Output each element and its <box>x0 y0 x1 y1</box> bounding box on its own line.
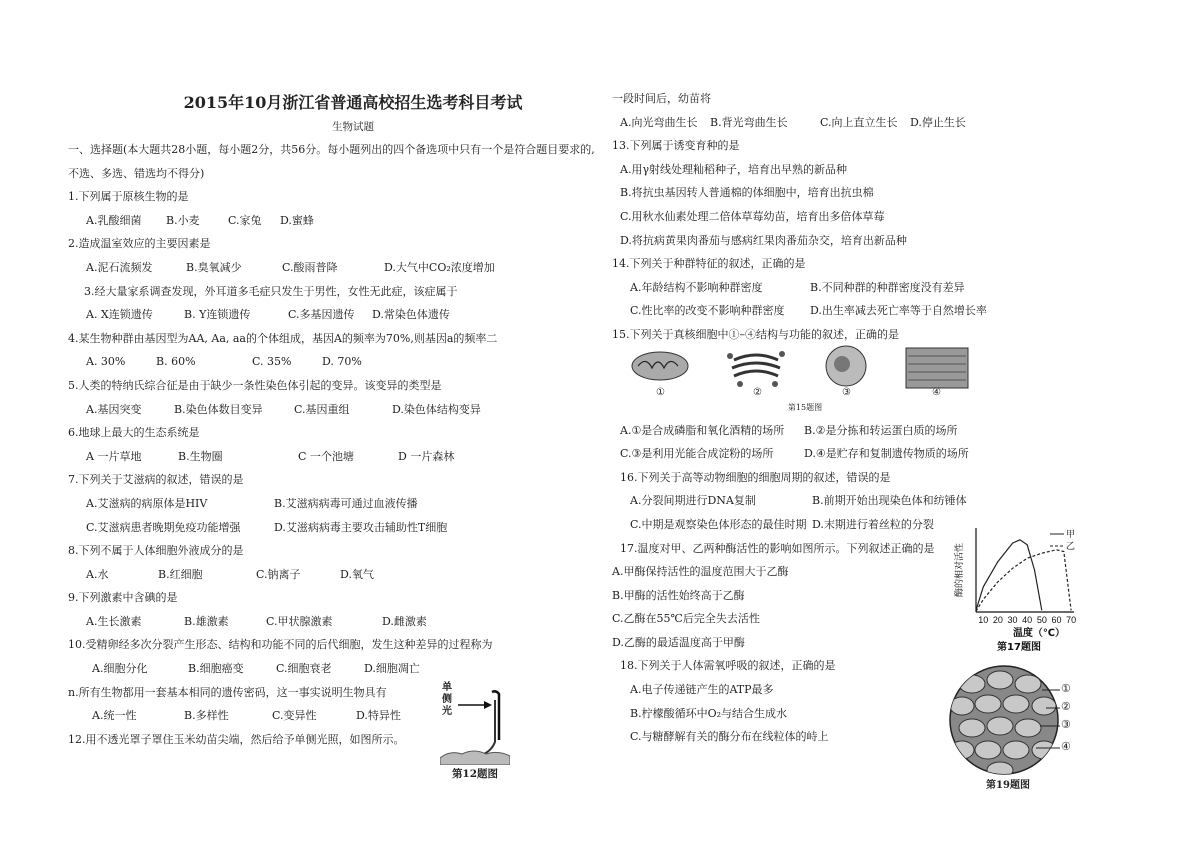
option-a: A.向光弯曲生长 <box>620 115 698 129</box>
option-a: A.生长激素 <box>86 614 142 628</box>
option-b: B.②是分拣和转运蛋白质的场所 <box>804 423 958 437</box>
x-axis-label: 温度（℃） <box>1012 628 1066 639</box>
question-6-options <box>68 445 588 469</box>
option-b: B.前期开始出现染色体和纺锤体 <box>812 494 967 508</box>
question-13-option-a: A.用γ射线处理籼稻种子，培育出早熟的新品种 <box>620 162 848 176</box>
chloroplast-drawing <box>906 348 968 388</box>
option-c: C.艾滋病患者晚期免疫功能增强 <box>86 520 241 534</box>
question-17-option-c: C.乙酶在55℃后完全失去活性 <box>612 612 760 626</box>
question-9: 9.下列激素中含碘的是 <box>68 591 178 605</box>
option-d: D.艾滋病病毒主要攻击辅助性T细胞 <box>274 520 448 534</box>
option-c: C.中期是观察染色体形态的最佳时期 <box>630 517 807 531</box>
x-tick-label: 70 <box>1066 615 1077 625</box>
mitochondrion-drawing <box>632 352 688 380</box>
soil <box>440 751 510 765</box>
question-8-options <box>68 563 588 587</box>
option-d: D 一片森林 <box>398 449 455 463</box>
option-b: B.臭氧减少 <box>186 260 242 274</box>
option-b: B.生物圈 <box>178 449 223 463</box>
question-14-options-cd <box>612 299 1172 323</box>
option-c: C.钠离子 <box>256 567 301 581</box>
option-c: C.变异性 <box>272 709 317 723</box>
option-c: C. 35% <box>252 355 292 369</box>
legend-label: 乙 <box>1066 542 1076 552</box>
question-14: 14.下列关于种群特征的叙述，正确的是 <box>612 257 806 271</box>
option-d: D. 70% <box>322 355 362 369</box>
question-4: 4.某生物种群由基因型为AA, Aa, aa的个体组成，基因A的频率为70%,则基因a的频率二 <box>68 331 498 345</box>
option-b: B.小麦 <box>166 213 200 227</box>
enzyme-activity-chart <box>952 520 1082 652</box>
figure-12 <box>440 680 510 780</box>
left-column <box>68 90 595 751</box>
option-d: D.细胞凋亡 <box>364 662 420 676</box>
label-3: ③ <box>1061 718 1071 731</box>
right-column <box>612 87 1172 749</box>
organelles-drawing <box>630 344 980 400</box>
x-tick-label: 40 <box>1022 615 1033 625</box>
question-18-option-c: C.与糖酵解有关的酶分布在线粒体的峙上 <box>630 730 829 744</box>
option-a: A.艾滋病的病原体是HIV <box>86 496 208 510</box>
option-a: A.①是合成磷脂和氧化酒精的场所 <box>620 423 785 437</box>
option-b: B.多样性 <box>184 709 229 723</box>
option-d: D.特异性 <box>356 709 401 723</box>
light-arrowhead <box>484 701 492 709</box>
question-17: 17.温度对甲、乙两种酶活性的影响如图所示。下列叙述正确的是 <box>620 541 935 555</box>
option-d: D.④是贮存和复制遗传物质的场所 <box>804 447 969 461</box>
option-b: B. 60% <box>156 355 196 369</box>
option-d: D.出生率减去死亡率等于自然增长率 <box>810 304 987 318</box>
question-13: 13.下列属于诱变育种的是 <box>612 139 740 153</box>
option-c: C.细胞衰老 <box>276 662 332 676</box>
question-11: n.所有生物都用一套基本相同的遗传密码，这一事实说明生物具有 <box>68 685 387 699</box>
figure-12-light-label: 单侧光 <box>442 682 452 717</box>
question-7-options-cd <box>68 516 588 540</box>
question-9-options <box>68 610 588 634</box>
option-b: B.细胞癌变 <box>188 662 244 676</box>
label-2: ② <box>753 387 762 398</box>
figure-12-caption: 第12题图 <box>451 768 499 780</box>
figure-15 <box>630 344 980 416</box>
option-d: D.氧气 <box>340 567 374 581</box>
option-d: D.停止生长 <box>910 115 966 129</box>
instructions-line-1: 一、选择题(本大题共28小题，每小题2分，共56分。每小题列出的四个备选项中只有一个是符合题目要求的, <box>68 143 595 156</box>
question-18-option-a: A.电子传递链产生的ATP最多 <box>630 683 774 697</box>
question-5: 5.人类的特纳氏综合征是由于缺少一条性染色体引起的变异。该变异的类型是 <box>68 378 442 392</box>
x-tick-label: 30 <box>1007 615 1018 625</box>
question-1: 1.下列属于原核生物的是 <box>68 190 189 204</box>
question-6: 6.地球上最大的生态系统是 <box>68 426 200 440</box>
legend-label: 甲 <box>1066 530 1076 540</box>
question-12-continued: 一段时间后，幼苗将 <box>612 92 711 105</box>
question-17-option-b: B.甲酶的活性始终高于乙酶 <box>612 588 745 602</box>
option-b: B.背光弯曲生长 <box>710 115 788 129</box>
golgi-drawing <box>732 355 780 376</box>
label-1: ① <box>656 387 665 398</box>
question-7: 7.下列关于艾滋病的叙述，错误的是 <box>68 473 244 487</box>
option-b: B.红细胞 <box>158 567 203 581</box>
option-b: B.不同种群的种群密度没有差异 <box>810 280 965 294</box>
option-c: C.③是利用光能合成淀粉的场所 <box>620 447 774 461</box>
question-12: 12.用不透光罩子罩住玉米幼苗尖端，然后给予单侧光照，如图所示。 <box>68 732 405 746</box>
option-a: A.基因突变 <box>86 402 142 416</box>
question-16-options-cd <box>612 513 1172 537</box>
x-tick-label: 20 <box>992 615 1003 625</box>
question-15-options-ab <box>612 419 1172 443</box>
question-17-option-d: D.乙酶的最适温度高于甲酶 <box>612 635 745 649</box>
option-d: D.大气中CO₂浓度增加 <box>384 260 495 274</box>
question-11-options <box>68 704 588 728</box>
question-16-options-ab <box>612 489 1172 513</box>
option-d: D.雌激素 <box>382 614 427 628</box>
option-a: A 一片草地 <box>86 449 142 463</box>
question-13-option-c: C.用秋水仙素处理二倍体草莓幼苗，培育出多倍体草莓 <box>620 209 885 223</box>
option-a: A.年龄结构不影响种群密度 <box>630 280 763 294</box>
question-10-options <box>68 657 588 681</box>
option-d: D.常染色体遗传 <box>372 308 450 322</box>
option-c: C.基因重组 <box>294 402 350 416</box>
question-13-option-d: D.将抗病黄果肉番茄与感病红果肉番茄杂交，培育出新品种 <box>620 233 907 247</box>
option-b: B.雄激素 <box>184 614 229 628</box>
label-1: ① <box>1061 682 1071 695</box>
seedling-drawing <box>440 680 510 765</box>
question-3-options <box>68 303 588 327</box>
option-c: C.甲状腺激素 <box>266 614 333 628</box>
series-line-jia <box>976 540 1042 611</box>
x-tick-label: 60 <box>1051 615 1062 625</box>
page-title: 2015年10月浙江省普通高校招生选考科目考试 <box>183 93 523 112</box>
question-7-options-ab <box>68 492 588 516</box>
option-c: C.多基因遗传 <box>288 308 355 322</box>
question-13-option-b: B.将抗虫基因转人普通棉的体细胞中，培育出抗虫棉 <box>620 186 874 200</box>
option-a: A. 30% <box>86 355 126 369</box>
option-b: B.艾滋病病毒可通过血液传播 <box>274 496 418 510</box>
option-a: A.细胞分化 <box>92 662 148 676</box>
label-2: ② <box>1061 700 1071 713</box>
question-4-options <box>68 350 588 374</box>
figure-15-caption: 第15题图 <box>787 403 823 412</box>
question-10: 10.受精卵经多次分裂产生形态、结构和功能不同的后代细胞，发生这种差异的过程称为 <box>68 638 493 652</box>
question-18-option-b: B.柠檬酸循环中O₂与结合生成水 <box>630 706 788 720</box>
y-axis-label: 酶的相对活性 <box>955 542 965 598</box>
cell-tissue-drawing <box>948 662 1078 780</box>
instructions-line-2: 不选、多选、错选均不得分) <box>68 166 205 180</box>
label-4: ④ <box>1061 740 1071 753</box>
figure-19 <box>948 662 1078 792</box>
question-5-options <box>68 398 588 422</box>
question-12-options <box>612 111 1172 135</box>
option-a: A.统一性 <box>92 709 137 723</box>
x-tick-label: 50 <box>1036 615 1047 625</box>
option-d: D.染色体结构变异 <box>392 402 481 416</box>
question-18: 18.下列关于人体需氧呼吸的叙述，正确的是 <box>620 659 836 673</box>
option-a: A.乳酸细菌 <box>86 213 142 227</box>
question-2: 2.造成温室效应的主要因素是 <box>68 237 211 251</box>
option-a: A.水 <box>86 567 109 581</box>
question-15: 15.下列关于真核细胞中①–④结构与功能的叙述，正确的是 <box>612 327 899 341</box>
option-c: C.酸雨普降 <box>282 260 338 274</box>
option-a: A.泥石流频发 <box>86 260 153 274</box>
option-a: A.分裂间期进行DNA复制 <box>630 494 756 508</box>
figure-17 <box>952 520 1082 652</box>
option-d: D.蜜蜂 <box>280 213 314 227</box>
option-d: D.末期进行着丝粒的分裂 <box>812 517 934 531</box>
label-3: ③ <box>842 387 851 398</box>
option-c: C.向上直立生长 <box>820 115 898 129</box>
option-c: C.家兔 <box>228 213 262 227</box>
question-17-option-a: A.甲酶保持活性的温度范围大于乙酶 <box>612 565 789 579</box>
question-16: 16.下列关于高等动物细胞的细胞周期的叙述，错误的是 <box>620 470 891 484</box>
figure-17-caption: 第17题图 <box>997 642 1041 652</box>
option-c: C.性比率的改变不影响种群密度 <box>630 304 785 318</box>
question-1-options <box>68 209 588 233</box>
option-b: B. Y连锁遗传 <box>184 308 251 322</box>
question-15-options-cd <box>612 442 1172 466</box>
question-3: 3.经大量家系调查发现，外耳道多毛症只发生于男性，女性无此症，该症属于 <box>84 284 458 298</box>
question-14-options-ab <box>612 276 1172 300</box>
question-2-options <box>68 256 588 280</box>
question-8: 8.下列不属于人体细胞外液成分的是 <box>68 544 244 558</box>
option-a: A. X连锁遗传 <box>86 308 153 322</box>
series-line-yi <box>976 550 1071 611</box>
figure-19-caption: 第19题图 <box>986 780 1030 791</box>
option-b: B.染色体数目变异 <box>174 402 263 416</box>
option-c: C 一个池塘 <box>298 449 354 463</box>
label-4: ④ <box>932 387 941 398</box>
page-subtitle: 生物试题 <box>332 121 374 133</box>
x-tick-label: 10 <box>978 615 989 625</box>
